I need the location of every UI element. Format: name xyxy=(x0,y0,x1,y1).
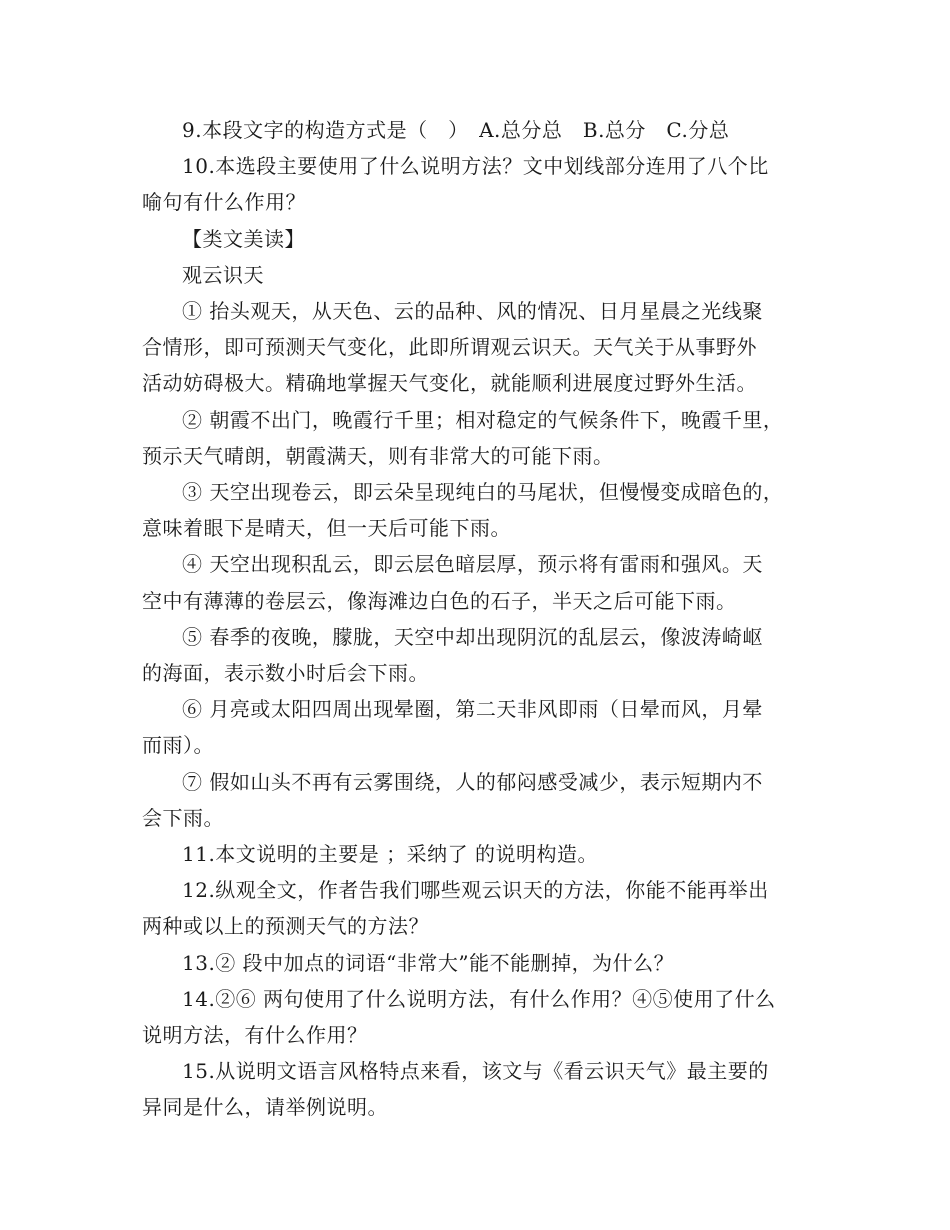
question-12-cont: 两种或以上的预测天气的方法？ xyxy=(142,914,429,938)
paragraph-3: ③ 天空出现卷云，即云朵呈现纯白的马尾状，但慢慢变成暗色的， xyxy=(182,480,784,504)
paragraph-6: ⑥ 月亮或太阳四周出现晕圈，第二天非风即雨（日晕而风，月晕 xyxy=(182,697,763,721)
question-12: 12.纵观全文，作者告我们哪些观云识天的方法，你能不能再举出 xyxy=(182,878,769,902)
paragraph-5: ⑤ 春季的夜晚，朦胧，天空中却出现阴沉的乱层云，像波涛崎岖 xyxy=(182,625,763,649)
question-10: 10.本选段主要使用了什么说明方法？文中划线部分连用了八个比 xyxy=(182,154,769,178)
question-14: 14.②⑥ 两句使用了什么说明方法，有什么作用？④⑤使用了什么 xyxy=(182,987,776,1011)
question-11: 11.本文说明的主要是 ；采纳了 的说明构造。 xyxy=(182,842,599,866)
question-15: 15.从说明文语言风格特点来看，该文与《看云识天气》最主要的 xyxy=(182,1059,769,1083)
paragraph-4: ④ 天空出现积乱云，即云层色暗层厚，预示将有雷雨和强风。天 xyxy=(182,552,763,576)
paragraph-7-line-2: 会下雨。 xyxy=(142,806,224,830)
question-9: 9.本段文字的构造方式是（ ） A.总分总 B.总分 C.分总 xyxy=(182,118,730,142)
question-14-cont: 说明方法，有什么作用？ xyxy=(142,1023,368,1047)
paragraph-3-line-2: 意味着眼下是晴天，但一天后可能下雨。 xyxy=(142,516,511,540)
paragraph-7: ⑦ 假如山头不再有云雾围绕，人的郁闷感受减少，表示短期内不 xyxy=(182,770,763,794)
paragraph-5-line-2: 的海面，表示数小时后会下雨。 xyxy=(142,661,429,685)
paragraph-2: ② 朝霞不出门，晚霞行千里；相对稳定的气候条件下，晚霞千里， xyxy=(182,408,784,432)
paragraph-1-line-2: 合情形，即可预测天气变化，此即所谓观云识天。天气关于从事野外 xyxy=(142,335,757,359)
paragraph-2-line-2: 预示天气晴朗，朝霞满天，则有非常大的可能下雨。 xyxy=(142,444,614,468)
paragraph-6-line-2: 而雨）。 xyxy=(142,733,214,757)
section-heading: 【类文美读】 xyxy=(182,227,305,251)
paragraph-1: ① 抬头观天，从天色、云的品种、风的情况、日月星晨之光线聚 xyxy=(182,299,763,323)
question-15-cont: 异同是什么，请举例说明。 xyxy=(142,1095,388,1119)
paragraph-1-line-3: 活动妨碍极大。精确地掌握天气变化，就能顺利进展度过野外生活。 xyxy=(142,371,757,395)
question-13: 13.② 段中加点的词语“非常大”能不能删掉，为什么？ xyxy=(182,951,675,975)
paragraph-4-line-2: 空中有薄薄的卷层云，像海滩边白色的石子，半天之后可能下雨。 xyxy=(142,589,737,613)
article-title: 观云识天 xyxy=(182,263,264,287)
question-10-cont: 喻句有什么作用？ xyxy=(142,190,306,214)
